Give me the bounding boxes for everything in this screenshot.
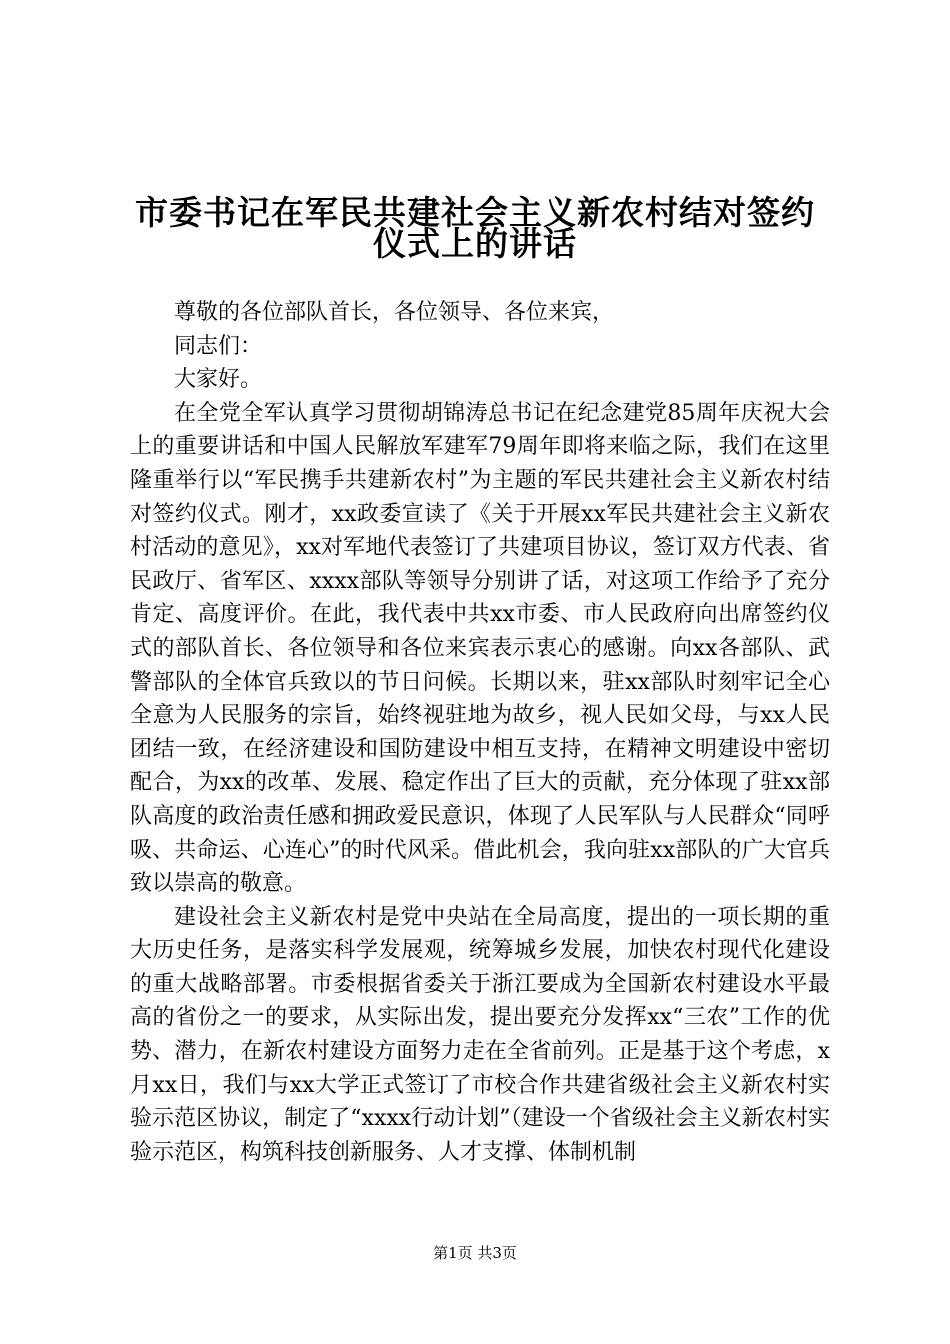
document-title-line-1: 市委书记在军民共建社会主义新农村结对签约 — [135, 193, 815, 232]
salutation: 尊敬的各位部队首长，各位领导、各位来宾， — [174, 300, 615, 325]
paragraph: 在全党全军认真学习贯彻胡锦涛总书记在纪念建党85周年庆祝大会上的重要讲话和中国人民解放军建军79周年即将来临之际，我们在这里隆重举行以“军民携手共建新农村”为主题的军民共建社会主义新农村结对签约仪式。刚才，xx政委宣读了《关于开展xx军民共建社会主义新农村活动的意见》，xx对军地代表签订了共建项目协议，签订双方代表、省民政厅、省军区、xxxx部队等领导分别讲了话，对这项工作给予了充分肯定、高度评价。在此，我代表中共xx市委、市人民政府向出席签约仪式的部队首长、各位领导和各位来宾表示衷心的感谢。向xx各部队、武警部队的全体官兵致以的节日问候。长期以来，驻xx部队时刻牢记全心全意为人民服务的宗旨，始终视驻地为故乡，视人民如父母，与xx人民团结一致，在经济建设和国防建设中相互支持，在精神文明建设中密切配合，为xx的改革、发展、稳定作出了巨大的贡献，充分体现了驻xx部队高度的政治责任感和拥政爱民意识，体现了人民军队与人民群众“同呼吸、共命运、心连心”的时代风采。借此机会，我向驻xx部队的广大官兵致以崇高的敬意。 — [130, 400, 830, 897]
greeting: 大家好。 — [174, 367, 263, 393]
document-body — [130, 296, 830, 1169]
page-footer: 第1页 共3页 — [433, 1244, 517, 1262]
paragraph: 建设社会主义新农村是党中央站在全局高度，提出的一项长期的重大历史任务，是落实科学发展观，统筹城乡发展，加快农村现代化建设的重大战略部署。市委根据省委关于浙江要成为全国新农村建设水平最高的省份之一的要求，从实际出发，提出要充分发挥xx“三农”工作的优势、潜力，在新农村建设方面努力走在全省前列。正是基于这个考虑，x月xx日，我们与xx大学正式签订了市校合作共建省级社会主义新农村实验示范区协议，制定了“xxxx行动计划”（建设一个省级社会主义新农村实验示范区，构筑科技创新服务、人才支撑、体制机制 — [130, 904, 830, 1165]
salutation-comrades: 同志们： — [174, 333, 263, 359]
document-title-line-2: 仪式上的讲话 — [373, 224, 577, 263]
